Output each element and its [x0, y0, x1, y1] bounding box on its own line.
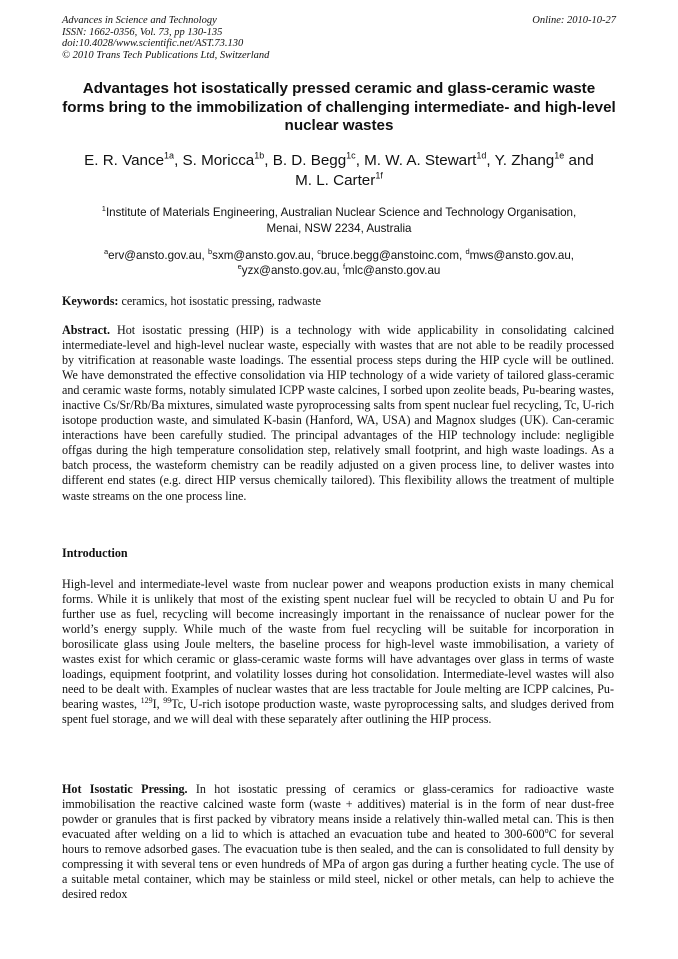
intro-text: Tc, U-rich isotope production waste, waste pyroprocessing salts, and sludges derived from spent fuel storage, and we will deal with these separately after outlining the HIP process. [62, 697, 614, 727]
keywords-label: Keywords: [62, 294, 119, 308]
author-name: M. W. A. Stewart [364, 152, 477, 169]
email-link[interactable]: erv@ansto.gov.au [108, 249, 202, 262]
abstract [62, 323, 614, 504]
author-sup: 1a [164, 150, 175, 161]
email-link[interactable]: mlc@ansto.gov.au [345, 264, 441, 277]
email-sup: c [317, 246, 321, 256]
email-link[interactable]: sxm@ansto.gov.au [212, 249, 311, 262]
online-date: Online: 2010-10-27 [532, 15, 616, 26]
author-name: E. R. Vance [84, 152, 165, 169]
affiliation-line: Menai, NSW 2234, Australia [266, 221, 412, 235]
hip-text: In hot isostatic pressing of ceramics or glass-ceramics for radioactive waste immobilisation the reactive calcined waste form (waste + additives) material is in the form of near dust-free powder or granules that is first packed by vibratory means inside a relatively thin-walled metal can. This is then evacuated after welding on a lid to which is attached an evacuation tube and heated to 300-600 [62, 782, 614, 842]
email-list: $^a$erv@ansto.gov.au, $^b$sxm@ansto.gov.au, $^c$bruce.begg@anstoinc.com, $^d$mws@ansto.gov.au, $^e$yzx@ansto.gov.au, $^f$mlc@ansto.gov.au [103, 246, 575, 277]
degree-sup: o [544, 826, 549, 836]
author-sup: 1e [554, 150, 565, 161]
isotope-element: I, [152, 697, 164, 712]
author-name: M. L. Carter [295, 172, 376, 189]
hip-text: C for several hours to remove adsorbed gases. The evacuation tube is then sealed, and the can is consolidated to full density by compressing it with several tens or even hundreds of MPa of argon gas during a further heating cycle. The use of a suitable metal container, which may be stainless or mild steel, nickel or other metals, can help to achieve the desired redox [62, 827, 615, 902]
email-sup: b [208, 246, 213, 256]
abstract-label: Abstract. [62, 323, 111, 337]
hip-paragraph [62, 782, 614, 902]
author-sup: 1f [375, 170, 383, 181]
author-sup: 1c [346, 150, 356, 161]
hip-heading: Hot Isostatic Pressing. [62, 782, 188, 796]
affiliation-line: Institute of Materials Engineering, Australian Nuclear Science and Technology Organisation, [105, 206, 577, 219]
journal-issn: ISSN: 1662-0356, Vol. 73, pp 130-135 [62, 26, 223, 38]
author-list: E. R. Vance$^{1a}$, S. Moricca$^{1b}$, B. D. Begg$^{1c}$, M. W. A. Stewart$^{1d}$, Y. Zhang$^{1e}$ and M. L. Carter$^{1f}$ [84, 150, 594, 189]
paper-title: Advantages hot isostatically pressed ceramic and glass-ceramic waste forms bring to the immobilization of challenging intermediate- and high-level nuclear wastes [62, 80, 616, 134]
email-link[interactable]: mws@ansto.gov.au [469, 249, 571, 262]
author-name: S. Moricca [182, 152, 255, 169]
author-name: B. D. Begg [272, 152, 347, 169]
email-link[interactable]: bruce.begg@anstoinc.com [320, 249, 460, 262]
affiliation [62, 205, 616, 236]
author-name: Y. Zhang [494, 152, 555, 169]
introduction-heading: Introduction [62, 546, 128, 560]
keywords [62, 294, 614, 309]
email-sup: d [465, 246, 470, 256]
isotope-mass: 99 [163, 696, 172, 706]
authors-and: and [568, 152, 594, 169]
affiliation-sup: 1 [101, 203, 106, 213]
author-sup: 1b [254, 150, 265, 161]
journal-doi: doi:10.4028/www.scientific.net/AST.73.130 [62, 38, 244, 49]
email-link[interactable]: yzx@ansto.gov.au [241, 264, 337, 277]
journal-name: Advances in Science and Technology [62, 15, 217, 26]
introduction-paragraph [62, 577, 614, 727]
journal-copyright: © 2010 Trans Tech Publications Ltd, Switzerland [62, 49, 270, 61]
isotope-mass: 129 [140, 696, 153, 706]
keywords-text: ceramics, hot isostatic pressing, radwaste [118, 294, 321, 308]
intro-text: High-level and intermediate-level waste from nuclear power and weapons production exists in many chemical forms. While it is unlikely that most of the existing spent nuclear fuel will be recycled to obtain U and Pu for further use as fuel, recycling will become increasingly important in the renaissance of nuclear power for the world’s energy supply. While much of the waste from fuel recycling will be suitable for incorporation in borosilicate glass using Joule melters, the baseline process for high-level waste immobilisation, a variety of wastes exist for which ceramic or glass-ceramic waste forms will have advantages over glass in terms of waste loadings, equipment footprint, and volatility losses during hot consolidation. Intermediate-level wastes will also need to be dealt with. Examples of nuclear wastes that are less tractable for Joule melting are ICPP calcines, Pu-bearing wastes, [62, 577, 614, 712]
author-sup: 1d [476, 150, 487, 161]
email-sup: f [342, 261, 346, 271]
email-sup: e [237, 261, 242, 271]
abstract-text: Hot isostatic pressing (HIP) is a technology with wide applicability in consolidating calcined intermediate-level and high-level nuclear waste, especially with wastes that are not able to be readily processed by vitrification at reasonable waste loadings. The essential process steps during the HIP cycle will be outlined. We have demonstrated the effective consolidation via HIP technology of a wide variety of tailored glass-ceramic and ceramic waste forms, notably simulated ICPP waste calcines, I sorbed upon zeolite beads, Pu-bearing wastes, inactive Cs/Sr/Rb/Ba mixtures, simulated waste pyroprocessing salts from spent nuclear fuel recycling, Tc, U-rich isotope production waste, and simulated K-basin (Hanford, WA, USA) and Magnox sludges (UK). Can-ceramic interactions have been carefully studied. The principal advantages of the HIP technology include: negligible offgas during the high temperature consolidation step, relatively small footprint, and high waste loadings. As a batch process, the wasteform chemistry can be readily adjusted on a given process line, to deliver wastes into different end states (e.g. direct HIP versus chemically tailored). This flexibility allows the treatment of multiple waste streams on the one process line. [62, 323, 614, 503]
email-sup: a [103, 246, 109, 256]
